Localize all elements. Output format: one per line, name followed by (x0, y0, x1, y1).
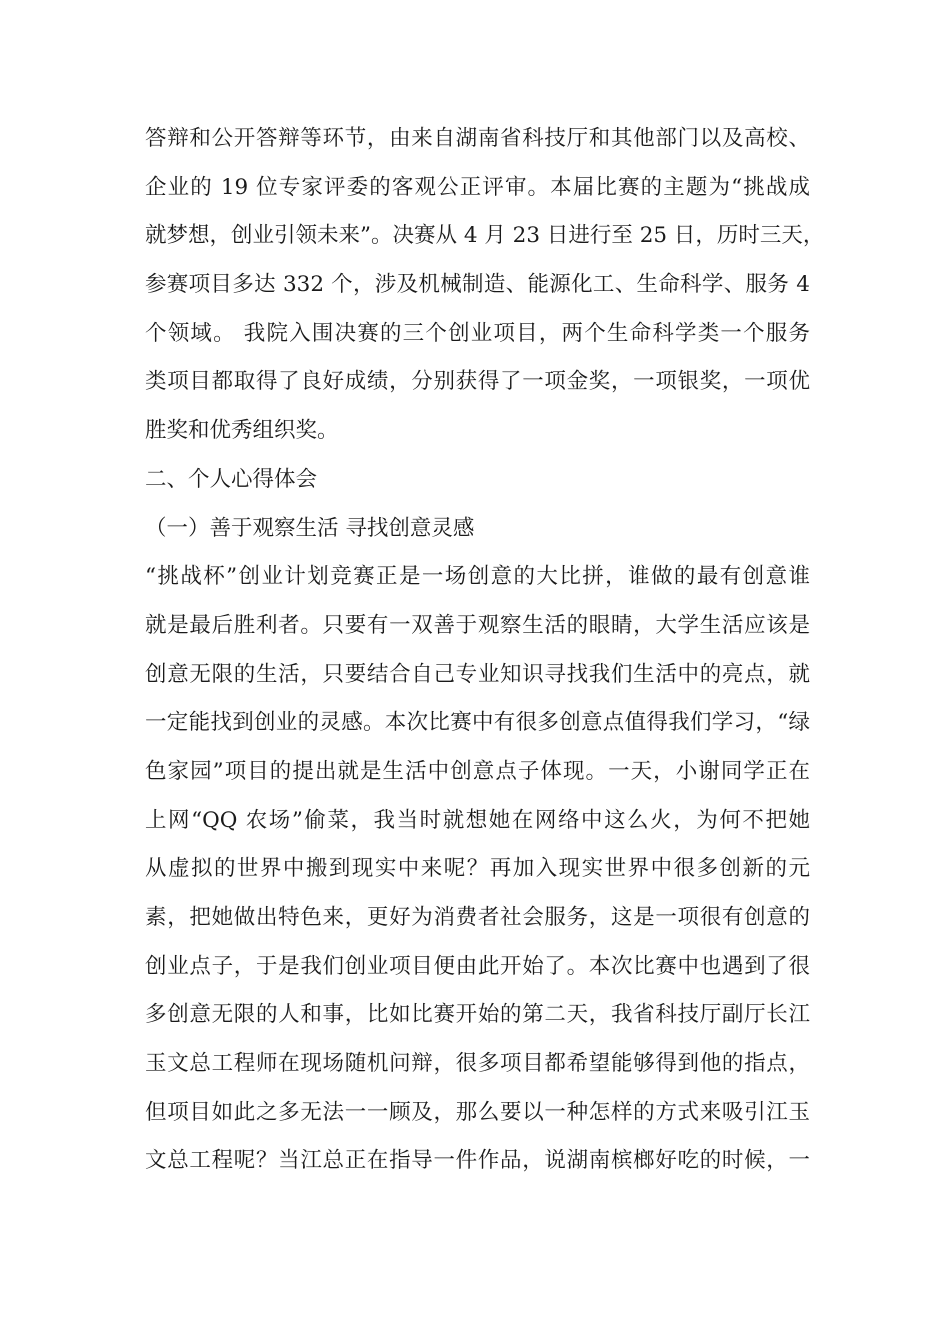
text-line: 类项目都取得了良好成绩，分别获得了一项金奖，一项银奖，一项优 (145, 369, 810, 395)
text-line: 色家园”项目的提出就是生活中创意点子体现。一天，小谢同学正在 (145, 758, 810, 784)
text-line: 答辩和公开答辩等环节，由来自湖南省科技厅和其他部门以及高校、 (145, 126, 810, 151)
text-line: 文总工程呢？当江总正在指导一件作品，说湖南槟榔好吃的时候，一 (145, 1148, 810, 1174)
subsection-heading: （一）善于观察生活 寻找创意灵感 (145, 515, 475, 541)
text-line: 创意无限的生活，只要结合自己专业知识寻找我们生活中的亮点，就 (145, 661, 810, 687)
text-line: 企业的 19 位专家评委的客观公正评审。本届比赛的主题为“挑战成 (145, 174, 810, 200)
text-line: 从虚拟的世界中搬到现实中来呢？再加入现实世界中很多创新的元 (145, 856, 810, 882)
text-line: 创业点子，于是我们创业项目便由此开始了。本次比赛中也遇到了很 (145, 953, 810, 979)
document-body (145, 115, 825, 1186)
text-line: 就梦想，创业引领未来”。决赛从 4 月 23 日进行至 25 日，历时三天， (145, 223, 825, 249)
text-line: 一定能找到创业的灵感。本次比赛中有很多创意点值得我们学习，“绿 (145, 710, 810, 736)
text-line: 胜奖和优秀组织奖。 (145, 418, 339, 444)
text-line: 参赛项目多达 332 个，涉及机械制造、能源化工、生命科学、服务 4 (145, 272, 810, 298)
section-heading: 二、个人心得体会 (145, 466, 318, 492)
text-line: 上网“QQ 农场”偷菜，我当时就想她在网络中这么火，为何不把她 (145, 807, 810, 833)
text-line: 个领域。 我院入围决赛的三个创业项目，两个生命科学类一个服务 (145, 320, 810, 346)
text-line: 素，把她做出特色来，更好为消费者社会服务，这是一项很有创意的 (145, 905, 810, 930)
text-line: 但项目如此之多无法一一顾及，那么要以一种怎样的方式来吸引江玉 (145, 1099, 810, 1125)
text-line: 就是最后胜利者。只要有一双善于观察生活的眼睛，大学生活应该是 (145, 612, 810, 638)
text-line: 玉文总工程师在现场随机问辩，很多项目都希望能够得到他的指点， (145, 1051, 810, 1077)
text-line: 多创意无限的人和事，比如比赛开始的第二天，我省科技厅副厅长江 (145, 1002, 810, 1028)
text-line: “挑战杯”创业计划竞赛正是一场创意的大比拼，谁做的最有创意谁 (145, 564, 810, 590)
